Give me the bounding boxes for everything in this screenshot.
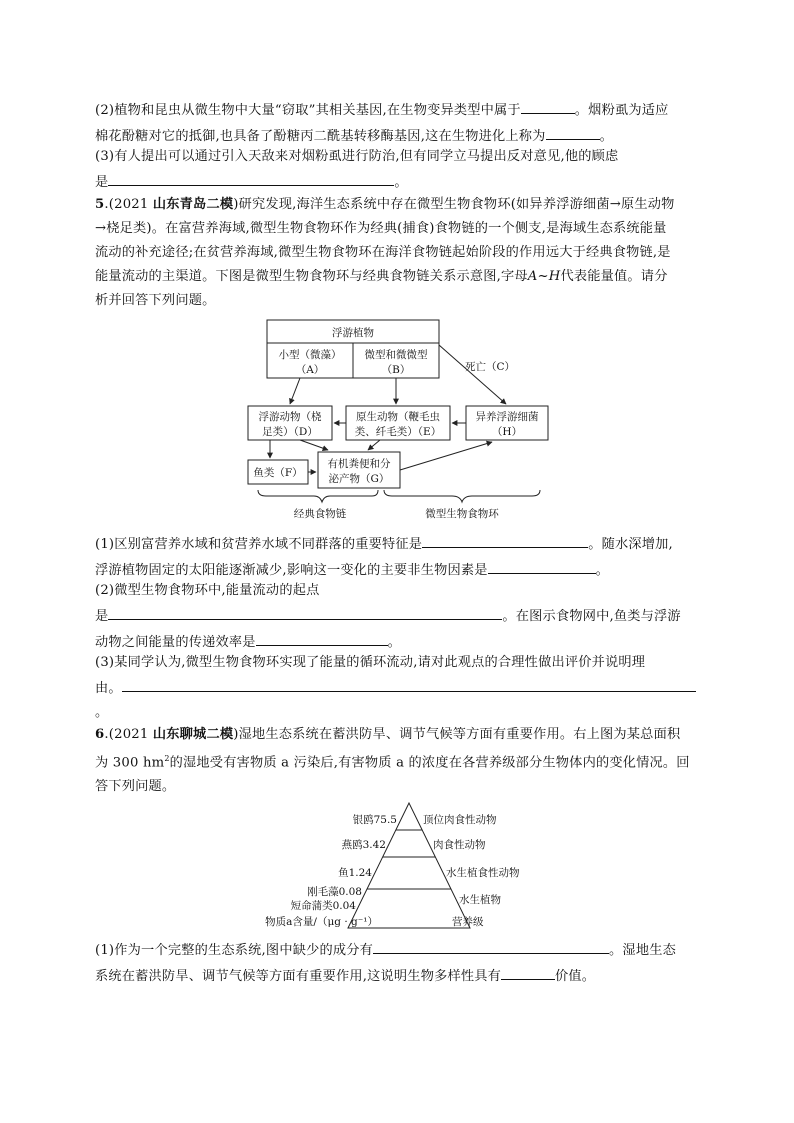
microbial-loop-label: 微型生物食物环 xyxy=(425,508,499,520)
answer-blank[interactable] xyxy=(501,963,555,980)
level-1-name: 顶位肉食性动物 xyxy=(423,814,497,826)
bacteria-letter: （H） xyxy=(491,426,523,438)
micro-algae-letter: （B） xyxy=(381,364,411,376)
protozoa-label: 原生动物（鞭毛虫 xyxy=(356,411,440,423)
zooplankton-letter: 足类）（D） xyxy=(262,426,318,438)
organic-letter: 泌产物（G） xyxy=(328,473,390,485)
q5-sub1: (1)区别富营养水域和贫营养水域不同群落的重要特征是 。随水深增加, 浮游植物固定的太阳能逐渐减少,影响这一变化的主要非生物因素是 。 xyxy=(95,531,701,583)
level-2-value: 燕鸥3.42 xyxy=(341,839,386,851)
q5-sub3: (3)某同学认为,微型生物食物环实现了能量的循环流动,请对此观点的合理性做出评价并说明理 由。 。 xyxy=(95,651,701,725)
level-4-name: 水生植物 xyxy=(459,894,501,906)
level-4a-value: 刚毛藻0.08 xyxy=(307,886,362,898)
q4-part2: (2)植物和昆虫从微生物中大量“窃取”其相关基因,在生物变异类型中属于 。烟粉虱为适应 棉花酚糖对它的抵御,也具备了酚糖丙二酰基转移酶基因,这在生物进化上称为 。 xyxy=(95,97,701,149)
q4-part3: (3)有人提出可以通过引入天敌来对烟粉虱进行防治,但有同学立马提出反对意见,他的顾虑 是 。 xyxy=(95,149,619,190)
level-3-name: 水生植食性动物 xyxy=(446,867,520,879)
organic-label: 有机粪便和分 xyxy=(327,458,391,470)
pyramid-right-label: 营养级 xyxy=(452,916,484,928)
answer-blank[interactable] xyxy=(373,937,609,954)
death-label: 死亡（C） xyxy=(464,361,516,373)
fish-label: 鱼类（F） xyxy=(253,467,303,479)
level-3-value: 鱼1.24 xyxy=(338,867,372,879)
classic-chain-label: 经典食物链 xyxy=(293,508,347,520)
pyramid-x-label: 物质a含量/（μg · g⁻¹） xyxy=(265,916,378,928)
question-source: 山东聊城二模 xyxy=(152,727,234,742)
q5-sub2: (2)微型生物食物环中,能量流动的起点 是 。在图示食物网中,鱼类与浮游 动物之间能量的传递效率是 。 xyxy=(95,583,681,650)
phytoplankton-label: 浮游植物 xyxy=(332,327,374,339)
level-1-value: 银鸥75.5 xyxy=(352,814,397,826)
level-4b-value: 短命蒲类0.04 xyxy=(290,900,356,912)
protozoa-letter: 类、纤毛类）（E） xyxy=(354,426,442,438)
question-source: 山东青岛二模 xyxy=(152,197,234,212)
q6-intro: 6.(2021 山东聊城二模)湿地生态系统在蓄洪防旱、调节气候等方面有重要作用。右上图为某总面积 为 300 $hm^2$的湿地受有害物质 a 污染后,有害物质 a 的浓度在各营养级部分生物体内的变化情况。回 答下列问题。 xyxy=(95,727,690,795)
small-algae-letter: （A） xyxy=(295,364,325,376)
q6-sub1: (1)作为一个完整的生态系统,图中缺少的成分有 。湿地生态 系统在蓄洪防旱、调节气候等方面有重要作用,这说明生物多样性具有 价值。 xyxy=(95,937,701,989)
small-algae-label: 小型（微藻） xyxy=(278,349,342,361)
bacteria-label: 异养浮游细菌 xyxy=(475,411,539,423)
q5-intro: 5.(2021 山东青岛二模)研究发现,海洋生态系统中存在微型生物食物环(如异养浮游细菌→原生动物 →桡足类)。在富营养海域,微型生物食物环作为经典(捕食)食物链的一个侧支,是海域生态系统能量 流动的补充途径;在贫营养海域,微型生物食物环在海洋食物链起始阶段的作用远大于经典食物链,是 能量流动的主渠道。下图是微型生物食物环与经典食物链关系示意图,字母A~H代表能量值。请分 析并回答下列问题。 xyxy=(95,197,675,308)
zooplankton-label: 浮游动物（桡 xyxy=(258,411,322,423)
micro-algae-label: 微型和微微型 xyxy=(364,349,428,361)
level-2-name: 肉食性动物 xyxy=(433,839,486,851)
